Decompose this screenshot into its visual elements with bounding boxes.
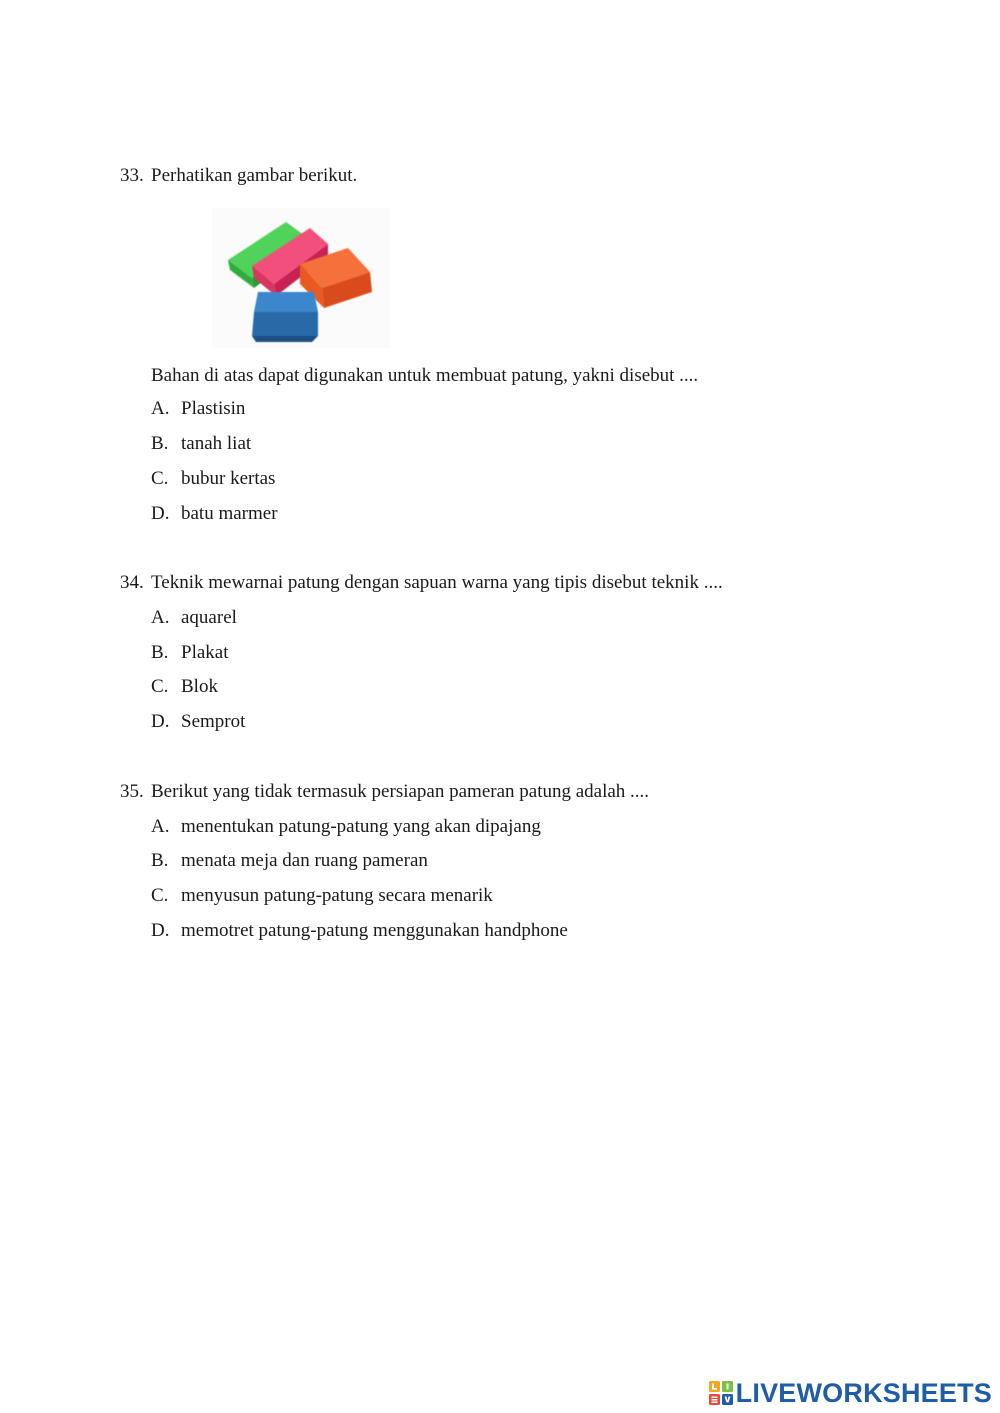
question-33-follow-up: Bahan di atas dapat digunakan untuk membuat patung, yakni disebut .... [151, 365, 699, 386]
option-text: menyusun patung-patung secara menarik [181, 885, 493, 906]
option-letter: A. [151, 398, 170, 419]
option-letter: B. [151, 433, 169, 454]
question-34-option-a[interactable] [151, 607, 237, 629]
option-text: batu marmer [181, 503, 278, 524]
question-35-text: Berikut yang tidak termasuk persiapan pameran patung adalah .... [151, 781, 650, 802]
option-letter: C. [151, 468, 169, 489]
question-33-option-a[interactable] [151, 398, 245, 420]
option-text: tanah liat [181, 433, 252, 454]
question-33-option-d[interactable] [151, 503, 278, 525]
question-34-option-d[interactable] [151, 711, 245, 733]
option-text: Semprot [181, 711, 246, 732]
question-33-option-b[interactable] [151, 433, 251, 455]
option-letter: C. [151, 885, 169, 906]
question-34-option-b[interactable] [151, 642, 229, 664]
question-33-number: 33. [120, 165, 144, 186]
question-35-option-d[interactable] [151, 920, 568, 942]
question-33-option-c[interactable] [151, 468, 275, 490]
brand-name: LIVEWORKSHEETS [735, 1378, 992, 1408]
question-33-text: Perhatikan gambar berikut. [151, 165, 358, 186]
option-text: menata meja dan ruang pameran [181, 850, 428, 871]
option-text: Blok [181, 676, 218, 697]
question-34-option-c[interactable] [151, 676, 218, 698]
option-text: Plastisin [181, 398, 246, 419]
option-text: bubur kertas [181, 468, 276, 489]
option-letter: A. [151, 816, 170, 837]
option-text: aquarel [181, 607, 237, 628]
question-35-option-b[interactable] [151, 850, 428, 872]
question-35-stem [120, 781, 649, 803]
option-letter: A. [151, 607, 170, 628]
liveworksheets-brand[interactable] [709, 1376, 992, 1410]
option-text: menentukan patung-patung yang akan dipajang [181, 816, 541, 837]
option-letter: D. [151, 711, 170, 732]
question-34-text: Teknik mewarnai patung dengan sapuan warna yang tipis disebut teknik .... [151, 572, 723, 593]
question-35-number: 35. [120, 781, 144, 802]
question-34-stem [120, 572, 723, 594]
option-letter: B. [151, 642, 169, 663]
plasticine-blocks-image [212, 208, 390, 348]
option-text: memotret patung-patung menggunakan handphone [181, 920, 568, 941]
question-34-number: 34. [120, 572, 144, 593]
option-letter: C. [151, 676, 169, 697]
liveworksheets-logo-icon [709, 1381, 733, 1405]
option-letter: B. [151, 850, 169, 871]
question-35-option-c[interactable] [151, 885, 493, 907]
option-letter: D. [151, 920, 170, 941]
option-text: Plakat [181, 642, 229, 663]
question-35-option-a[interactable] [151, 816, 541, 838]
question-33-stem [120, 165, 357, 187]
option-letter: D. [151, 503, 170, 524]
